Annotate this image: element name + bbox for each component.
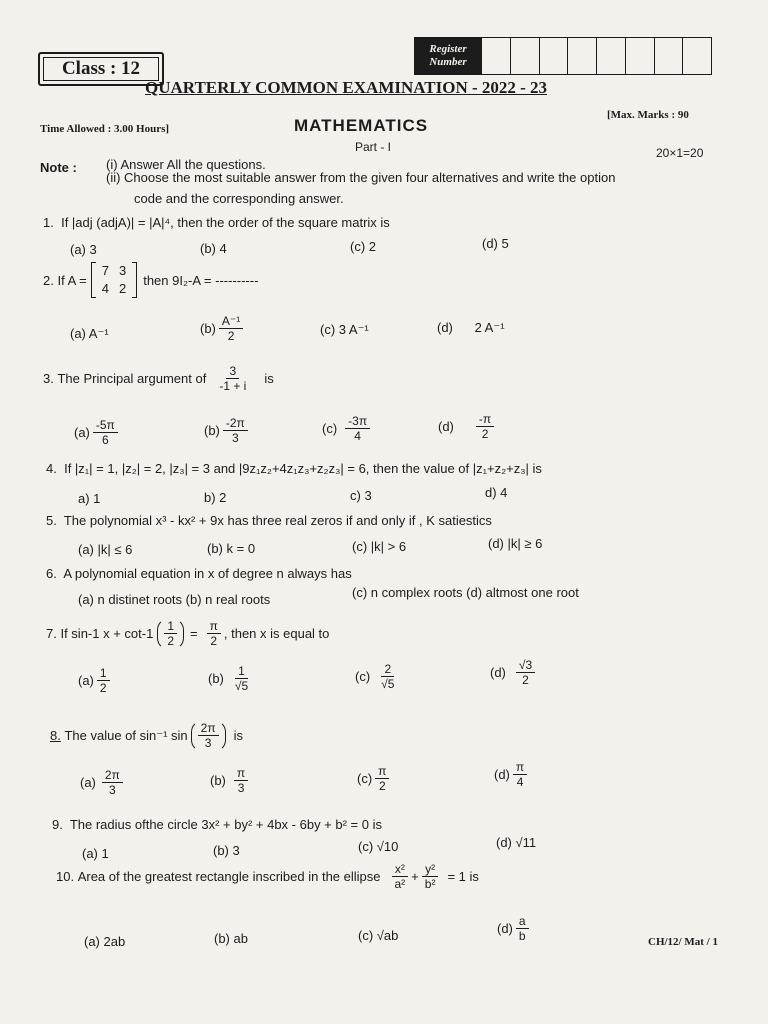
q3-option-d[interactable]: (d) $\frac{-\pi}{2}$: [438, 412, 497, 442]
q10-option-a[interactable]: (a) 2ab: [84, 934, 126, 949]
class-label: Class : 12: [43, 57, 159, 81]
question-7: 7. If sin-1 x + cot-1 $\frac{1}{2}$ = $\frac{\pi}{2}$ , then x is equal to: [46, 619, 330, 649]
question-2: 2. If A = 7 3 4 2 then 9I₂-A = ----------: [43, 263, 259, 296]
question-3: 3. The Principal argument of $\frac{3}{-1 + i}$ is: [43, 364, 274, 394]
q7-option-d[interactable]: (d) $\frac{√3}{2}$: [490, 658, 538, 688]
q10-option-c[interactable]: (c) √ab: [358, 928, 399, 943]
q7-option-b[interactable]: (b) $\frac{1}{√5}$: [208, 664, 249, 694]
q2-option-c[interactable]: (c) 3 A⁻¹: [320, 322, 369, 337]
q6-option-ab[interactable]: (a) n distinet roots (b) n real roots: [78, 592, 271, 607]
q9-option-d[interactable]: (d) √11: [496, 835, 537, 850]
note-2-cont: code and the corresponding answer.: [134, 191, 344, 206]
register-cell: [510, 38, 539, 74]
register-number-box: [414, 37, 712, 75]
q5-option-b[interactable]: (b) k = 0: [207, 541, 256, 556]
q9-option-b[interactable]: (b) 3: [213, 843, 240, 858]
q4-option-d[interactable]: d) 4: [485, 485, 508, 500]
q10-option-b[interactable]: (b) ab: [214, 931, 248, 946]
question-9: 9. The radius ofthe circle 3x² + by² + 4bx - 6by + b² = 0 is: [52, 817, 382, 832]
exam-title: QUARTERLY COMMON EXAMINATION - 2022 - 23: [145, 78, 548, 97]
q9-option-a[interactable]: (a) 1: [82, 846, 109, 861]
note-1: (i) Answer All the questions.: [106, 157, 266, 172]
q8-option-c[interactable]: (c) $\frac{\pi}{2}$: [357, 764, 392, 794]
q4-option-a[interactable]: a) 1: [78, 491, 101, 506]
q10-option-d[interactable]: (d) $\frac{a}{b}$: [497, 914, 532, 944]
question-8: 8. The value of sin⁻¹ sin $\frac{2\pi}{3}$ is: [50, 721, 244, 751]
footer-code: CH/12/ Mat / 1: [648, 936, 718, 948]
q1-option-c[interactable]: (c) 2: [350, 239, 376, 254]
matrix-a: 7 3 4 2: [91, 262, 137, 298]
q7-option-a[interactable]: (a) $\frac{1}{2}$: [78, 666, 113, 696]
q2-option-d[interactable]: (d) 2 A⁻¹: [437, 320, 505, 335]
register-cell: [654, 38, 683, 74]
marks-scheme: 20×1=20: [656, 146, 704, 160]
q7-option-c[interactable]: (c) $\frac{2}{√5}$: [355, 662, 395, 692]
q8-option-a[interactable]: (a) $\frac{2\pi}{3}$: [80, 768, 126, 798]
register-cell: [481, 38, 510, 74]
question-10: 10. Area of the greatest rectangle inscribed in the ellipse $\frac{\text{x²}}{\text{a²}}$ + $\frac{\text{y²}}{\text{b²}}$ = 1 is: [56, 862, 479, 892]
question-6: 6. A polynomial equation in x of degree n always has: [46, 566, 352, 581]
q1-option-b[interactable]: (b) 4: [200, 241, 227, 256]
subject-title: MATHEMATICS: [294, 116, 429, 135]
q4-option-c[interactable]: c) 3: [350, 488, 372, 503]
register-cell: [539, 38, 568, 74]
q9-option-c[interactable]: (c) √10: [358, 839, 399, 854]
q3-option-a[interactable]: (a) $\frac{-5\pi}{6}$: [74, 418, 121, 448]
q3-option-b[interactable]: (b) $\frac{-2\pi}{3}$: [204, 416, 251, 446]
q2-option-a[interactable]: (a) A⁻¹: [70, 326, 109, 341]
q6-option-cd[interactable]: (c) n complex roots (d) altmost one root: [352, 585, 579, 600]
question-1: 1. If |adj (adjA)| = |A|⁴, then the order of the square matrix is: [43, 215, 390, 230]
q8-option-d[interactable]: (d) $\frac{\pi}{4}$: [494, 760, 530, 790]
q4-option-b[interactable]: b) 2: [204, 490, 227, 505]
q5-option-c[interactable]: (c) |k| > 6: [352, 539, 407, 554]
question-4: 4. If |z₁| = 1, |z₂| = 2, |z₃| = 3 and |9z₁z₂+4z₁z₃+z₂z₃| = 6, then the value of |z₁+z₂+z₃| is: [46, 461, 542, 476]
q1-option-a[interactable]: (a) 3: [70, 242, 97, 257]
q5-option-a[interactable]: (a) |k| ≤ 6: [78, 542, 133, 557]
q5-option-d[interactable]: (d) |k| ≥ 6: [488, 536, 543, 551]
max-marks: [Max. Marks : 90: [607, 109, 689, 121]
register-cell: [567, 38, 596, 74]
note-2: (ii) Choose the most suitable answer from the given four alternatives and write the option: [106, 170, 616, 185]
q8-option-b[interactable]: (b) $\frac{\pi}{3}$: [210, 766, 251, 796]
part-label: Part - I: [355, 140, 392, 154]
register-label: Register Number: [415, 38, 481, 74]
register-cell: [596, 38, 625, 74]
q1-option-d[interactable]: (d) 5: [482, 236, 509, 251]
time-allowed: Time Allowed : 3.00 Hours]: [40, 123, 170, 135]
register-cell: [682, 38, 711, 74]
register-cell: [625, 38, 654, 74]
question-5: 5. The polynomial x³ - kx² + 9x has three real zeros if and only if , K satiestics: [46, 513, 492, 528]
note-label: Note :: [40, 160, 77, 175]
q2-option-b[interactable]: (b) $\frac{\text{A⁻¹}}{2}$: [200, 314, 246, 344]
q3-option-c[interactable]: (c) $\frac{-3\pi}{4}$: [322, 414, 373, 444]
